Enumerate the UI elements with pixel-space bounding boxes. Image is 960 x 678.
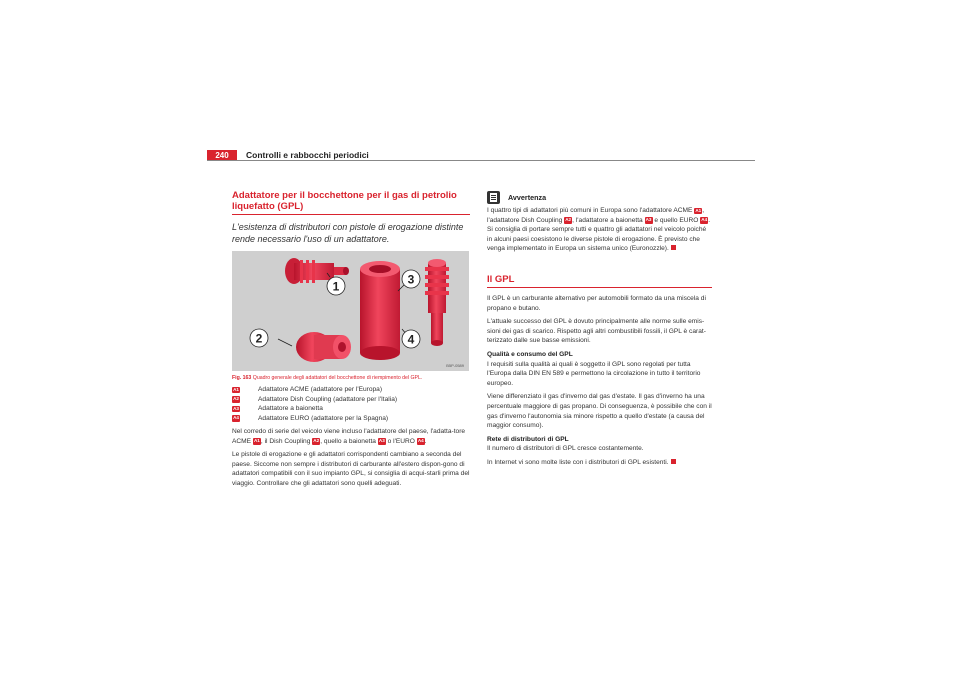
caption-text: Quadro generale degli adattatori del bocchettone di riempimento del GPL.: [252, 375, 423, 381]
inline-badge: A1: [253, 438, 260, 444]
chapter-title: Controlli e rabbocchi periodici: [246, 150, 369, 160]
paragraph-nozzles: Le pistole di erogazione e gli adattatori corrispondenti cambiano a seconda del paese. Siccome non sempre i distributori di carburante all'estero dispon-gono di adattatori compatibili con il suo impianto GPL, si consiglia di acqui-starli prima del viaggio. Controllare che gli adattatori sono quelli adeguati.: [232, 451, 470, 487]
paragraph-internet: [487, 458, 712, 468]
dish-coupling-shape: [296, 332, 351, 362]
list-item: [232, 404, 470, 414]
para-text: .: [424, 437, 427, 445]
list-item: [232, 414, 470, 424]
para-text: In Internet vi sono molte liste con i distributori di GPL esistenti.: [487, 458, 669, 466]
inline-badge: A2: [565, 217, 572, 223]
left-column: [232, 190, 470, 489]
para-text: , quello a baionetta: [320, 437, 376, 445]
page-number: 240: [215, 151, 229, 160]
inline-badge: A3: [378, 438, 385, 444]
list-badge: A4: [233, 415, 239, 420]
para-text: Nel corredo di serie del veicolo viene incluso l'adattatore del paese, l'adatta-tore ACME: [232, 428, 466, 445]
note-text-part: , l'adattatore Dish Coupling: [487, 207, 705, 224]
list-badge: A3: [233, 405, 239, 411]
figure-caption: [232, 374, 470, 382]
note-text-part: e quello EURO: [654, 216, 699, 224]
list-badge: A2: [233, 396, 239, 401]
list-item: [232, 395, 470, 405]
caption-fig-number: Fig. 163: [232, 375, 252, 381]
list-badge: A1: [233, 386, 239, 392]
callout-2-label: 2: [255, 331, 263, 346]
list-item-text: Adattatore Dish Coupling (adattatore per l'Italia): [258, 395, 398, 403]
list-item: [232, 385, 470, 395]
note-text: [487, 206, 712, 254]
paragraph-standard-kit: [232, 427, 470, 446]
end-mark-icon: [671, 245, 676, 250]
inline-badge: A2: [313, 438, 320, 444]
figure-code: B5P-0589: [446, 363, 464, 368]
paragraph-winter-gas: Viene differenziato il gas d'inverno dal gas d'estate. Il gas d'inverno ha una percentuale maggiore di gas propano. Di conseguenza, è possibile che con il gas d'inverno l'autonomia sia minore rispetto a quello d'estate (a causa del maggior consumo).: [487, 393, 712, 430]
list-item-text: Adattatore EURO (adattatore per la Spagna): [258, 414, 389, 422]
inline-badge: A4: [701, 217, 708, 223]
adapters-figure: [232, 251, 469, 371]
euro-adapter-shape: [425, 259, 449, 346]
callout-4: [402, 330, 420, 348]
list-item-text: Adattatore ACME (adattatore per l'Europa): [258, 386, 383, 393]
section-title-adapter: Adattatore per il bocchettone per il gas di petrolio liquefatto (GPL): [232, 190, 457, 212]
section-rule: [487, 287, 712, 288]
note-text-part: I quattro tipi di adattatori più comuni in Europa sono l'adattatore ACME: [487, 207, 693, 214]
header-rule: [207, 160, 755, 161]
inline-badge: A1: [695, 207, 702, 213]
callout-2: [250, 329, 268, 347]
inline-badge: A4: [417, 438, 424, 444]
list-item-text: Adattatore a baionetta: [258, 405, 323, 412]
adapter-list: [232, 385, 470, 423]
lead-text: L'esistenza di distributori con pistole di erogazione distinte rende necessario l'uso di un adattatore.: [232, 222, 464, 244]
note-text-part: . Si consiglia di portare sempre tutti e quattro gli adattatori nel veicolo poiché in alcuni paesi coesistono le diverse pistole di erogazione. È previsto che venga implementato in Europa un sistema unico (Euronozzle).: [487, 216, 711, 253]
callout-1-label: 1: [332, 279, 340, 294]
para-text: , il Dish Coupling: [260, 437, 311, 445]
note-icon: [487, 191, 500, 204]
right-column: [487, 190, 712, 467]
section-title-gpl: Il GPL: [487, 273, 515, 285]
subheading-network: Rete di distributori di GPL: [487, 435, 569, 443]
callout-3-label: 3: [407, 272, 415, 287]
section-rule: [232, 214, 470, 215]
note-title: Avvertenza: [508, 193, 547, 202]
callout-3: [402, 270, 420, 288]
paragraph-gpl-success: L'attuale successo del GPL è dovuto principalmente alle norme sulle emis-sioni dei gas di scarico. Rispetto agli altri combustibili fossili, il GPL è carat-terizzato dalle sue basse emissioni.: [487, 318, 706, 345]
inline-badge: A3: [645, 217, 652, 223]
end-mark-icon: [671, 459, 676, 464]
note-text-part: , l'adattatore a baionetta: [572, 216, 643, 224]
bayonet-adapter-shape: [360, 261, 400, 360]
note-header: [487, 190, 712, 205]
subheading-quality: Qualità e consumo del GPL: [487, 350, 573, 358]
adapters-illustration: [232, 251, 469, 371]
paragraph-network: Il numero di distributori di GPL cresce costantemente.: [487, 445, 644, 453]
paragraph-quality: I requisiti sulla qualità ai quali è soggetto il GPL sono regolati per tutta l'Europa dalla DIN EN 589 e permettono la circolazione in tutto il territorio europeo.: [487, 360, 701, 387]
paragraph-gpl-intro: Il GPL è un carburante alternativo per automobili formato da una miscela di propano e butano.: [487, 294, 706, 312]
callout-1: [327, 277, 345, 295]
para-text: o l'EURO: [387, 437, 415, 445]
callout-4-label: 4: [407, 332, 415, 347]
